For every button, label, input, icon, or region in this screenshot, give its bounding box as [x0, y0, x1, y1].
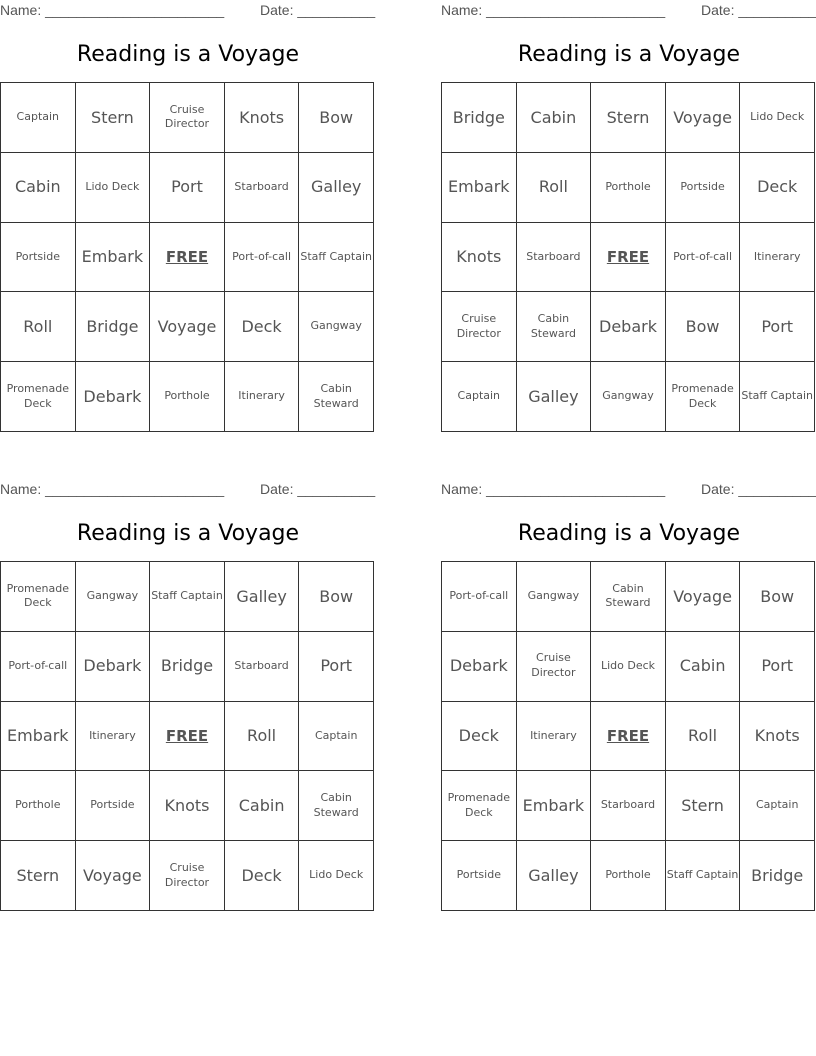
bingo-cell: Cabin [666, 632, 741, 702]
name-field[interactable]: Name: _______________________ [441, 481, 666, 497]
bingo-cell: Roll [666, 702, 741, 772]
bingo-cell: Debark [442, 632, 517, 702]
name-field[interactable]: Name: _______________________ [0, 2, 225, 18]
bingo-cell: Cabin Steward [299, 362, 374, 432]
bingo-cell: Port-of-call [666, 223, 741, 293]
bingo-cell: Promenade Deck [1, 362, 76, 432]
bingo-cell: Porthole [591, 841, 666, 911]
date-field[interactable]: Date: __________ [260, 481, 376, 497]
bingo-card [0, 479, 376, 911]
bingo-cell: Stern [76, 83, 151, 153]
bingo-cell: Deck [225, 292, 300, 362]
card-title: Reading is a Voyage [517, 521, 741, 546]
bingo-cell: Roll [1, 292, 76, 362]
free-space-cell: FREE [591, 702, 666, 772]
bingo-cell: Itinerary [517, 702, 592, 772]
bingo-cell: Knots [225, 83, 300, 153]
bingo-cell: Gangway [517, 562, 592, 632]
bingo-cell: Itinerary [225, 362, 300, 432]
bingo-grid [441, 82, 815, 432]
bingo-cell: Cruise Director [150, 83, 225, 153]
free-space-cell: FREE [591, 223, 666, 293]
bingo-cell: Bridge [740, 841, 815, 911]
free-space-cell: FREE [150, 223, 225, 293]
bingo-cell: Knots [442, 223, 517, 293]
bingo-cell: Captain [740, 771, 815, 841]
date-field[interactable]: Date: __________ [701, 2, 816, 18]
bingo-cell: Galley [225, 562, 300, 632]
bingo-grid [0, 82, 374, 432]
bingo-card [441, 0, 816, 432]
date-field[interactable]: Date: __________ [701, 481, 816, 497]
bingo-cell: Lido Deck [299, 841, 374, 911]
bingo-cell: Porthole [591, 153, 666, 223]
bingo-cell: Voyage [76, 841, 151, 911]
bingo-cell: Staff Captain [299, 223, 374, 293]
bingo-cell: Gangway [76, 562, 151, 632]
bingo-cell: Stern [591, 83, 666, 153]
bingo-cell: Embark [442, 153, 517, 223]
bingo-cell: Porthole [150, 362, 225, 432]
bingo-card [0, 0, 376, 432]
bingo-cell: Embark [517, 771, 592, 841]
bingo-cell: Portside [76, 771, 151, 841]
bingo-cell: Gangway [591, 362, 666, 432]
bingo-cell: Deck [225, 841, 300, 911]
bingo-cell: Lido Deck [740, 83, 815, 153]
bingo-cell: Lido Deck [591, 632, 666, 702]
bingo-cell: Starboard [591, 771, 666, 841]
bingo-cell: Deck [442, 702, 517, 772]
bingo-cell: Stern [1, 841, 76, 911]
bingo-grid [0, 561, 374, 911]
bingo-cell: Roll [517, 153, 592, 223]
bingo-cell: Portside [1, 223, 76, 293]
bingo-cell: Bow [299, 83, 374, 153]
bingo-cell: Cruise Director [442, 292, 517, 362]
bingo-cell: Itinerary [740, 223, 815, 293]
bingo-cell: Lido Deck [76, 153, 151, 223]
bingo-cell: Port [740, 292, 815, 362]
bingo-cell: Captain [1, 83, 76, 153]
card-title: Reading is a Voyage [517, 42, 741, 67]
name-field[interactable]: Name: _______________________ [441, 2, 666, 18]
bingo-cell: Promenade Deck [666, 362, 741, 432]
bingo-cell: Staff Captain [740, 362, 815, 432]
bingo-cell: Voyage [666, 562, 741, 632]
bingo-cell: Captain [299, 702, 374, 772]
bingo-cell: Starboard [517, 223, 592, 293]
bingo-cell: Staff Captain [666, 841, 741, 911]
bingo-cell: Cabin Steward [591, 562, 666, 632]
bingo-cell: Bridge [76, 292, 151, 362]
bingo-cell: Cabin Steward [299, 771, 374, 841]
bingo-cell: Captain [442, 362, 517, 432]
bingo-cell: Port-of-call [225, 223, 300, 293]
bingo-cell: Debark [76, 632, 151, 702]
bingo-cell: Staff Captain [150, 562, 225, 632]
bingo-cell: Embark [1, 702, 76, 772]
bingo-cell: Cruise Director [517, 632, 592, 702]
bingo-cell: Knots [150, 771, 225, 841]
bingo-cell: Cabin [225, 771, 300, 841]
bingo-cell: Galley [517, 362, 592, 432]
bingo-cell: Debark [76, 362, 151, 432]
bingo-cell: Portside [442, 841, 517, 911]
bingo-grid [441, 561, 815, 911]
bingo-cell: Promenade Deck [442, 771, 517, 841]
bingo-cell: Portside [666, 153, 741, 223]
bingo-cell: Port [299, 632, 374, 702]
date-field[interactable]: Date: __________ [260, 2, 376, 18]
bingo-cell: Galley [517, 841, 592, 911]
bingo-card [441, 479, 816, 911]
bingo-cell: Embark [76, 223, 151, 293]
bingo-cell: Voyage [150, 292, 225, 362]
bingo-cell: Bow [666, 292, 741, 362]
name-field[interactable]: Name: _______________________ [0, 481, 225, 497]
bingo-cell: Cabin [1, 153, 76, 223]
free-space-cell: FREE [150, 702, 225, 772]
bingo-cell: Porthole [1, 771, 76, 841]
bingo-cell: Debark [591, 292, 666, 362]
bingo-cell: Galley [299, 153, 374, 223]
bingo-cell: Port [150, 153, 225, 223]
card-title: Reading is a Voyage [76, 521, 300, 546]
bingo-cell: Promenade Deck [1, 562, 76, 632]
bingo-cell: Cabin Steward [517, 292, 592, 362]
bingo-cell: Bridge [150, 632, 225, 702]
bingo-cell: Roll [225, 702, 300, 772]
bingo-cell: Gangway [299, 292, 374, 362]
bingo-cell: Starboard [225, 153, 300, 223]
bingo-cell: Port-of-call [1, 632, 76, 702]
bingo-cell: Knots [740, 702, 815, 772]
bingo-cell: Stern [666, 771, 741, 841]
bingo-cell: Port [740, 632, 815, 702]
bingo-cell: Port-of-call [442, 562, 517, 632]
card-title: Reading is a Voyage [76, 42, 300, 67]
bingo-cell: Voyage [666, 83, 741, 153]
bingo-cell: Bow [740, 562, 815, 632]
bingo-cell: Itinerary [76, 702, 151, 772]
bingo-cell: Cruise Director [150, 841, 225, 911]
bingo-cell: Deck [740, 153, 815, 223]
bingo-cell: Cabin [517, 83, 592, 153]
bingo-cell: Bridge [442, 83, 517, 153]
bingo-cell: Starboard [225, 632, 300, 702]
bingo-cell: Bow [299, 562, 374, 632]
